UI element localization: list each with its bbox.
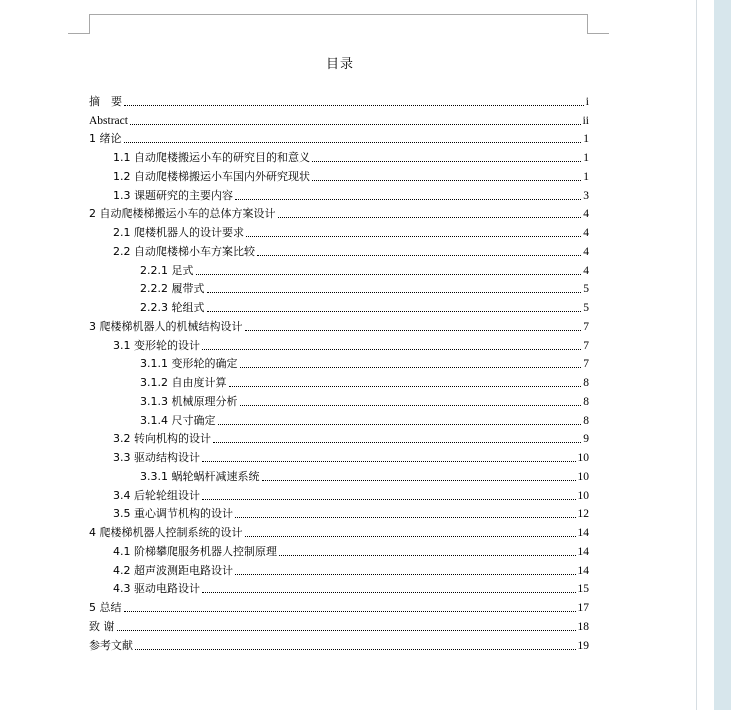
toc-entry-text: 2.2.2 履带式 [140,282,205,296]
toc-entry[interactable] [89,184,589,203]
toc-dot-leader [257,255,581,256]
toc-page-number: 7 [583,339,589,352]
toc-page-number: i [585,95,589,108]
toc-page-number: 14 [577,564,589,577]
toc-entry-text: 3.4 后轮轮组设计 [113,488,200,502]
toc-page-number: 10 [577,470,589,483]
toc-entry-text: 3.1.2 自由度计算 [140,376,227,389]
toc-page-number: 15 [577,583,589,596]
toc-entry-text: 1 绪论 [89,132,122,146]
toc-dot-leader [207,292,582,293]
toc-dot-leader [202,592,576,593]
toc-entry[interactable] [89,615,589,634]
toc-page-number: 4 [583,245,589,258]
toc-entry-text: 2.2.1 足式 [140,263,194,277]
crop-mark-right-vertical [587,14,588,34]
toc-entry-text: 5 总结 [89,601,122,614]
toc-entry-text: 参考文献 [89,638,133,652]
toc-entry-text: 4 爬楼梯机器人控制系统的设计 [89,526,243,539]
toc-entry-text: 3.1 变形轮的设计 [113,338,200,352]
toc-entry[interactable] [89,596,589,615]
toc-entry-text: 4.1 阶梯攀爬服务机器人控制原理 [113,544,277,558]
toc-dot-leader [245,330,582,331]
toc-entry[interactable] [89,559,589,578]
toc-dot-leader [279,555,576,556]
toc-page-number: 10 [577,452,589,464]
toc-entry[interactable] [89,428,589,447]
toc-dot-leader [240,405,582,406]
toc-dot-leader [246,236,581,237]
page-top-border [89,14,588,15]
toc-dot-leader [202,461,576,462]
vertical-scrollbar[interactable] [714,0,731,710]
toc-entry-text: 2 自动爬楼梯搬运小车的总体方案设计 [89,207,276,221]
toc-dot-leader [240,367,582,368]
toc-entry[interactable] [89,146,589,165]
toc-dot-leader [312,180,581,181]
toc-entry-text: 3.5 重心调节机构的设计 [113,507,233,521]
toc-entry-text: 3.3.1 蜗轮蜗杆减速系统 [140,469,260,483]
toc-dot-leader [202,349,581,350]
toc-entry-text: 3.1.1 变形轮的确定 [140,357,238,371]
toc-page-number: 10 [577,489,589,502]
toc-page-number: 17 [577,602,589,614]
toc-entry-text: 4.2 超声波测距电路设计 [113,563,233,577]
toc-entry[interactable] [89,90,589,109]
toc-entry[interactable] [89,240,589,259]
crop-mark-right-horizontal [587,33,609,34]
toc-page-number: 4 [583,264,589,277]
toc-entry-text: 2.1 爬楼机器人的设计要求 [113,226,244,239]
toc-page-number: 1 [583,152,589,164]
toc-dot-leader [218,424,582,425]
toc-page-number: 8 [583,377,589,389]
toc-page-number: 9 [583,433,589,446]
page-gutter [696,0,715,710]
toc-entry-text: 4.3 驱动电路设计 [113,582,200,596]
toc-dot-leader [235,199,581,200]
toc-dot-leader [245,536,576,537]
toc-dot-leader [312,161,581,162]
toc-dot-leader [124,142,582,143]
toc-entry[interactable] [89,203,589,222]
toc-entry[interactable] [89,503,589,522]
toc-entry[interactable] [89,315,589,334]
toc-entry[interactable] [89,521,589,540]
toc-entry-text: 3.1.4 尺寸确定 [140,413,216,427]
toc-dot-leader [124,105,584,106]
table-of-contents [89,90,589,653]
toc-entry-text: Abstract [89,114,128,127]
toc-dot-leader [124,611,576,612]
toc-entry[interactable] [89,221,589,240]
toc-entry[interactable] [89,334,589,353]
toc-entry-text: 2.2 自动爬楼梯小车方案比较 [113,244,255,258]
toc-dot-leader [196,274,582,275]
toc-entry[interactable] [89,634,589,653]
toc-page-number: 8 [583,395,589,408]
toc-entry[interactable] [89,371,589,390]
toc-entry[interactable] [89,278,589,297]
crop-mark-left-vertical [89,14,90,34]
toc-page-number: 14 [577,527,589,539]
toc-dot-leader [278,217,582,218]
toc-dot-leader [117,630,576,631]
toc-page-number: 18 [577,620,589,633]
toc-entry-text: 3 爬楼梯机器人的机械结构设计 [89,319,243,333]
toc-dot-leader [130,124,581,125]
toc-page-number: 12 [577,508,589,521]
toc-page-number: 4 [583,227,589,239]
toc-entry[interactable] [89,540,589,559]
toc-entry-text: 1.1 自动爬楼搬运小车的研究目的和意义 [113,151,310,164]
toc-dot-leader [207,311,582,312]
toc-page-number: 5 [583,283,589,296]
toc-entry-text: 3.3 驱动结构设计 [113,451,200,464]
toc-page-number: 3 [583,189,589,202]
toc-entry[interactable] [89,465,589,484]
toc-dot-leader [235,574,576,575]
toc-page-number: 7 [583,320,589,333]
toc-entry[interactable] [89,409,589,428]
toc-entry[interactable] [89,165,589,184]
toc-entry-text: 摘 要 [89,94,122,108]
toc-page-number: 7 [583,358,589,371]
toc-entry-text: 致 谢 [89,619,115,633]
toc-title: 目录 [325,57,354,72]
toc-dot-leader [135,649,576,650]
toc-entry[interactable] [89,578,589,597]
toc-entry-text: 2.2.3 轮组式 [140,301,205,314]
crop-mark-left-horizontal [68,33,90,34]
toc-page-number: 1 [583,133,589,146]
toc-entry[interactable] [89,446,589,465]
toc-entry[interactable] [89,484,589,503]
toc-entry[interactable] [89,353,589,372]
toc-dot-leader [262,480,576,481]
toc-page-number: 14 [577,545,589,558]
toc-dot-leader [229,386,582,387]
toc-page-number: 4 [583,208,589,221]
toc-entry-text: 1.3 课题研究的主要内容 [113,188,233,202]
toc-page-number: 1 [583,170,589,183]
toc-entry[interactable] [89,259,589,278]
toc-page-number: 5 [583,302,589,314]
toc-entry-text: 3.1.3 机械原理分析 [140,394,238,408]
toc-entry[interactable] [89,296,589,315]
toc-dot-leader [235,517,576,518]
toc-entry-text: 1.2 自动爬楼梯搬运小车国内外研究现状 [113,169,310,183]
toc-page-number: 19 [577,639,589,652]
toc-dot-leader [213,442,581,443]
toc-dot-leader [202,499,576,500]
toc-entry-text: 3.2 转向机构的设计 [113,432,211,446]
toc-page-number: ii [582,114,589,127]
toc-entry[interactable] [89,128,589,147]
toc-page-number: 8 [583,414,589,427]
toc-entry[interactable] [89,390,589,409]
toc-entry[interactable] [89,109,589,128]
